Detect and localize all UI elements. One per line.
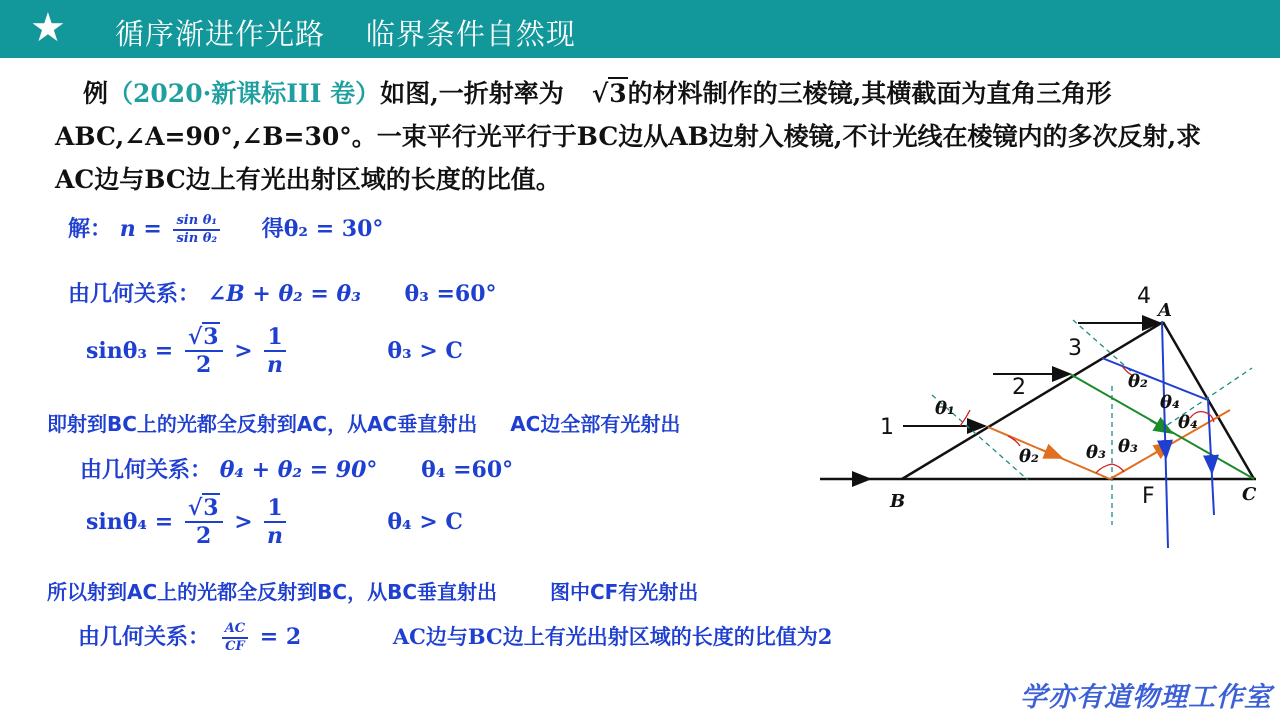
refractive-index-value: 3 [609, 79, 627, 108]
refracted-ray-3 [1102, 358, 1208, 400]
arc-theta3b [1112, 464, 1124, 472]
angle-relation: ∠B + θ₂ = θ₃ [207, 281, 361, 307]
label-theta4b: θ₄ [1178, 412, 1198, 433]
arc-theta1 [960, 410, 970, 426]
label-vertex-c: C [1242, 484, 1257, 505]
label-theta1: θ₁ [935, 398, 955, 419]
label-ray-3: 3 [1068, 336, 1082, 361]
refracted-arrow-2 [1150, 420, 1172, 433]
arc-theta3a [1096, 464, 1112, 473]
total-reflection-bc: 即射到BC上的光都全反射到AC，从AC垂直射出 [47, 412, 478, 436]
n-equals: n = [119, 216, 162, 242]
theta3-value: θ₃ =60° [404, 281, 497, 307]
sin-theta3-lhs: sinθ₃ = [86, 337, 174, 364]
theta4-critical: θ₄ > C [387, 508, 463, 535]
total-reflection-ac: 所以射到AC上的光都全反射到BC，从BC垂直射出 [47, 580, 497, 604]
label-theta2a: θ₂ [1019, 446, 1039, 467]
one-over-n: $\frac{1}{n}$ [264, 325, 285, 379]
watermark-text: 学亦有道物理工作室 [1020, 682, 1272, 713]
final-conclusion: AC边与BC边上有光出射区域的长度的比值为2 [392, 624, 833, 649]
label-vertex-b: B [890, 491, 906, 512]
sin-theta4-lhs: sinθ₄ = [86, 508, 174, 535]
theta4-value: θ₄ =60° [421, 457, 514, 483]
greater-than-b: > [234, 508, 253, 535]
geometry-label-2: 由几何关系： [80, 458, 213, 483]
solution-label: 解： [68, 217, 113, 242]
label-theta3b: θ₃ [1118, 436, 1138, 457]
vertical-arrow-f [1211, 455, 1212, 473]
label-ray-2: 2 [1012, 375, 1026, 400]
ac-over-cf: $\frac{AC}{CF}$ [222, 622, 248, 655]
label-ray-4: 4 [1137, 284, 1151, 309]
star-icon: ★ [30, 5, 66, 51]
sqrt-symbol: √3 [591, 79, 627, 108]
ratio-equals: = 2 [259, 624, 302, 650]
label-theta3a: θ₃ [1086, 442, 1106, 463]
vertical-arrow-a [1165, 440, 1166, 458]
label-theta4a: θ₄ [1160, 392, 1180, 413]
problem-text-2: 的材料制作的三棱镜,其横截面为直角三角形ABC,∠A=90°,∠B=30°。一束平行光平行于BC边从AB边射入棱镜,不计光线在棱镜内的多次反射,求AC边与BC边上有光出射区域的长度的比值。 [55, 79, 1202, 194]
refracted-arrow-1 [1040, 449, 1062, 458]
sqrt3-over-2: $\frac{√3}{2}$ [185, 325, 223, 379]
label-point-f: F [1142, 484, 1155, 509]
geometry-label-3: 由几何关系： [78, 625, 211, 650]
one-over-n-b: $\frac{1}{n}$ [264, 496, 285, 550]
theta2-result: 得θ₂ = 30° [261, 216, 384, 242]
label-ray-1: 1 [880, 415, 894, 440]
ac-all-emits: AC边全部有光射出 [510, 412, 681, 436]
snell-denominator: sin θ₂ [176, 230, 218, 246]
problem-source: （2020·新课标III 卷） [108, 79, 381, 108]
theta4-relation: θ₄ + θ₂ = 90° [219, 457, 378, 483]
cf-emits: 图中CF有光射出 [549, 580, 699, 604]
reflected-arrow-1 [1150, 443, 1172, 456]
slide-title: 循序渐进作光路 临界条件自然现 [115, 17, 576, 51]
sqrt3-over-2-b: $\frac{√3}{2}$ [185, 496, 223, 550]
label-theta2b: θ₂ [1128, 371, 1148, 392]
vertical-ray-a [1162, 322, 1168, 548]
greater-than: > [234, 337, 253, 364]
problem-text-1: 如图,一折射率为 [380, 79, 564, 108]
theta3-critical: θ₃ > C [387, 337, 463, 364]
label-vertex-a: A [1158, 300, 1172, 321]
snell-numerator: sin θ₁ [173, 214, 220, 231]
problem-prefix: 例 [83, 79, 109, 108]
geometry-label: 由几何关系： [68, 282, 201, 307]
